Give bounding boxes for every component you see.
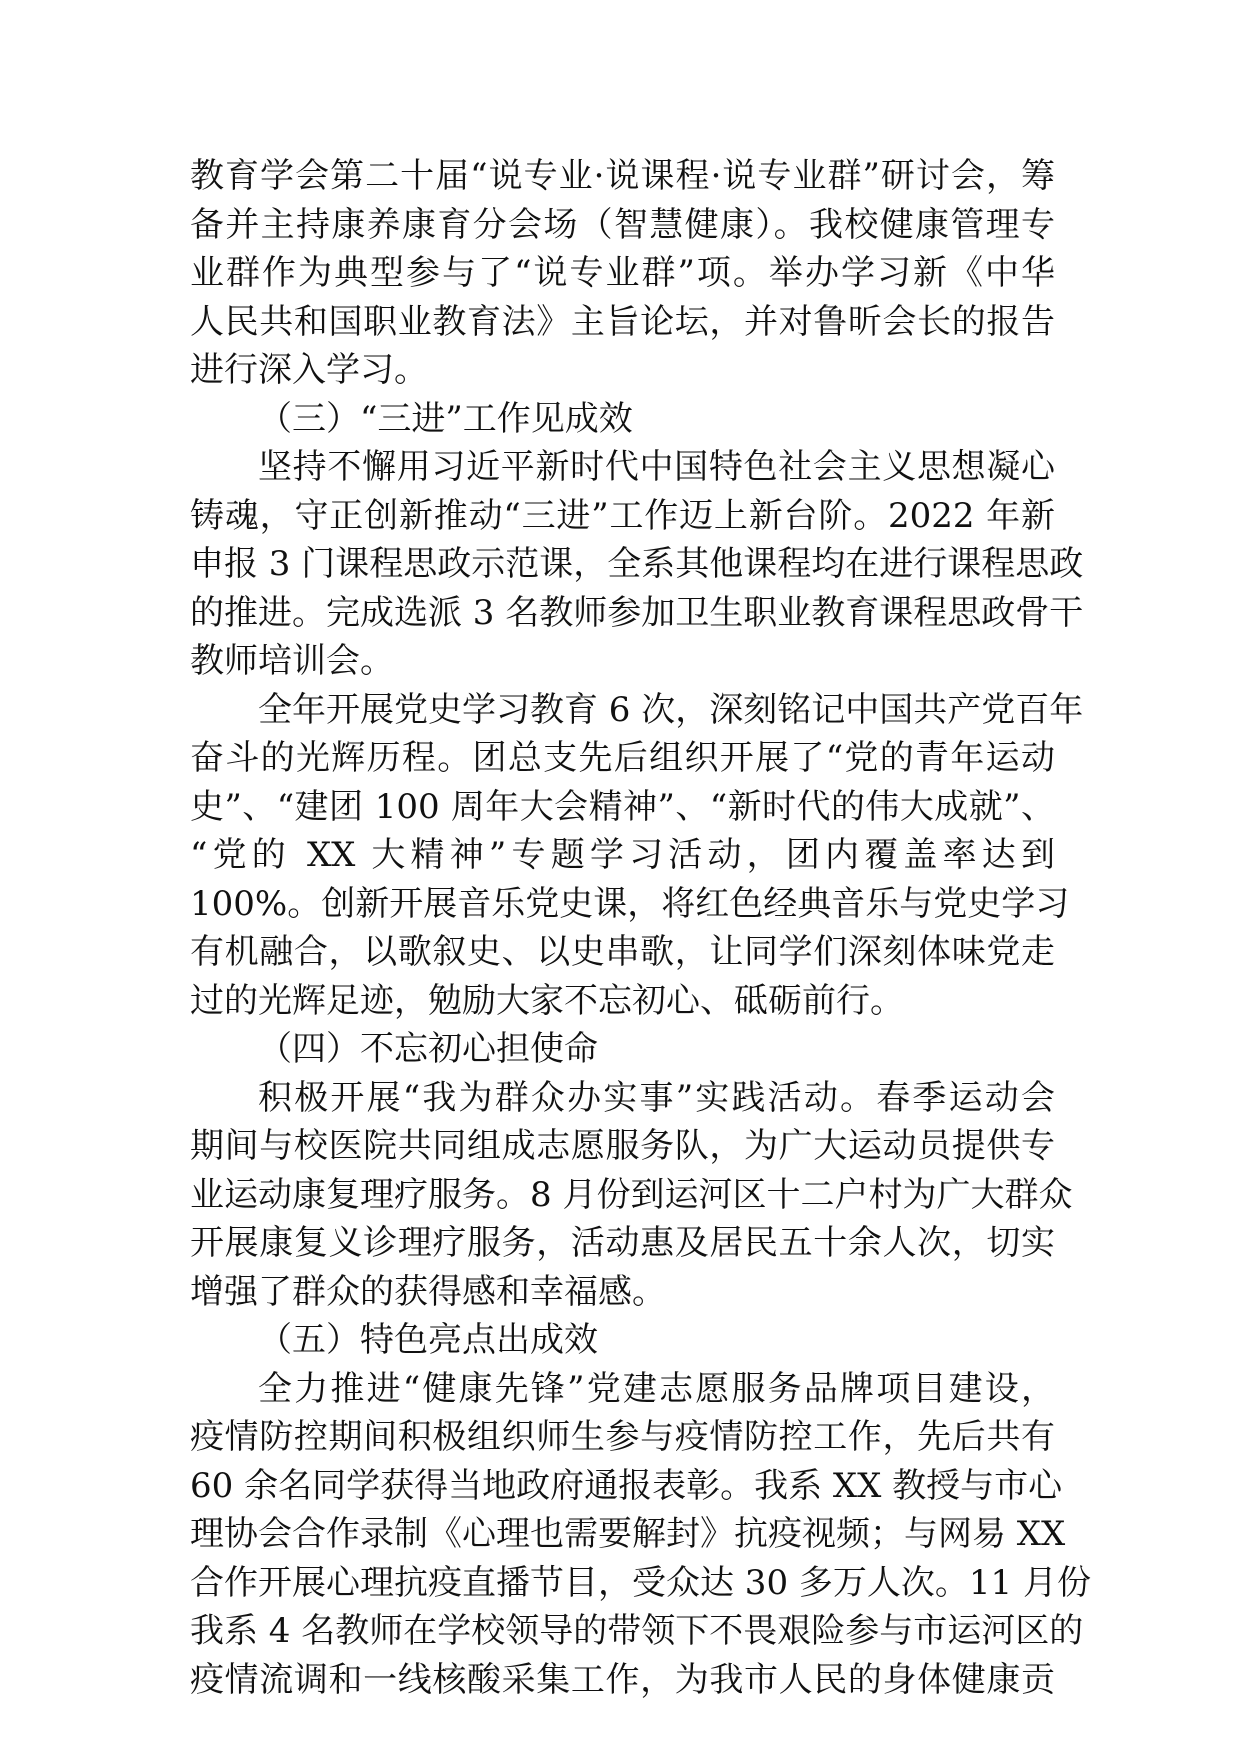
paragraph-line: 有机融合，以歌叙史、以史串歌，让同学们深刻体味党走 — [190, 932, 1055, 972]
paragraph-line: 增强了群众的获得感和幸福感。 — [190, 1271, 666, 1312]
paragraph-line: 理协会合作录制《心理也需要解封》抗疫视频；与网易 XX — [190, 1514, 1066, 1554]
paragraph-line: 奋斗的光辉历程。团总支先后组织开展了“党的青年运动 — [190, 738, 1055, 778]
paragraph-line: 教育学会第二十届“说专业·说课程·说专业群”研讨会，筹 — [190, 156, 1055, 196]
paragraph-line: 开展康复义诊理疗服务，活动惠及居民五十余人次，切实 — [190, 1223, 1055, 1263]
paragraph-line: 业群作为典型参与了“说专业群”项。举办学习新《中华 — [190, 253, 1055, 293]
paragraph-line: 史”、“建团 100 周年大会精神”、“新时代的伟大成就”、 — [190, 786, 1055, 827]
paragraph-line: 业运动康复理疗服务。8 月份到运河区十二户村为广大群众 — [190, 1174, 1073, 1215]
paragraph-line: 期间与校医院共同组成志愿服务队，为广大运动员提供专 — [190, 1126, 1055, 1166]
paragraph-line: 我系 4 名教师在学校领导的带领下不畏艰险参与市运河区的 — [190, 1611, 1084, 1651]
paragraph-line: 申报 3 门课程思政示范课，全系其他课程均在进行课程思政 — [190, 544, 1084, 584]
paragraph-line: 教师培训会。 — [190, 641, 394, 681]
section-heading-5: （五）特色亮点出成效 — [258, 1320, 598, 1360]
paragraph-line: 全力推进“健康先锋”党建志愿服务品牌项目建设， — [258, 1368, 1055, 1409]
paragraph-line: 100%。创新开展音乐党史课，将红色经典音乐与党史学习 — [190, 883, 1070, 924]
paragraph-line: 人民共和国职业教育法》主旨论坛，并对鲁昕会长的报告 — [190, 301, 1055, 342]
paragraph-line: “党的 XX 大精神”专题学习活动，团内覆盖率达到 — [190, 835, 1055, 875]
paragraph-line: 的推进。完成选派 3 名教师参加卫生职业教育课程思政骨干 — [190, 592, 1084, 633]
paragraph-line: 进行深入学习。 — [190, 350, 428, 390]
paragraph-line: 疫情流调和一线核酸采集工作，为我市人民的身体健康贡 — [190, 1659, 1055, 1700]
paragraph-line: 合作开展心理抗疫直播节目，受众达 30 多万人次。11 月份 — [190, 1562, 1091, 1603]
paragraph-line: 铸魂，守正创新推动“三进”工作迈上新台阶。2022 年新 — [190, 495, 1055, 536]
paragraph-line: 60 余名同学获得当地政府通报表彰。我系 XX 教授与市心 — [190, 1465, 1063, 1506]
section-heading-4: （四）不忘初心担使命 — [258, 1029, 598, 1069]
paragraph-line: 坚持不懈用习近平新时代中国特色社会主义思想凝心 — [258, 447, 1055, 487]
paragraph-line: 全年开展党史学习教育 6 次，深刻铭记中国共产党百年 — [258, 689, 1084, 730]
section-heading-3: （三）“三进”工作见成效 — [258, 398, 633, 439]
paragraph-line: 疫情防控期间积极组织师生参与疫情防控工作，先后共有 — [190, 1417, 1055, 1457]
paragraph-line: 过的光辉足迹，勉励大家不忘初心、砥砺前行。 — [190, 980, 904, 1021]
paragraph-line: 备并主持康养康育分会场（智慧健康）。我校健康管理专 — [190, 204, 1055, 245]
paragraph-line: 积极开展“我为群众办实事”实践活动。春季运动会 — [258, 1077, 1055, 1118]
document-body — [190, 152, 1091, 1704]
